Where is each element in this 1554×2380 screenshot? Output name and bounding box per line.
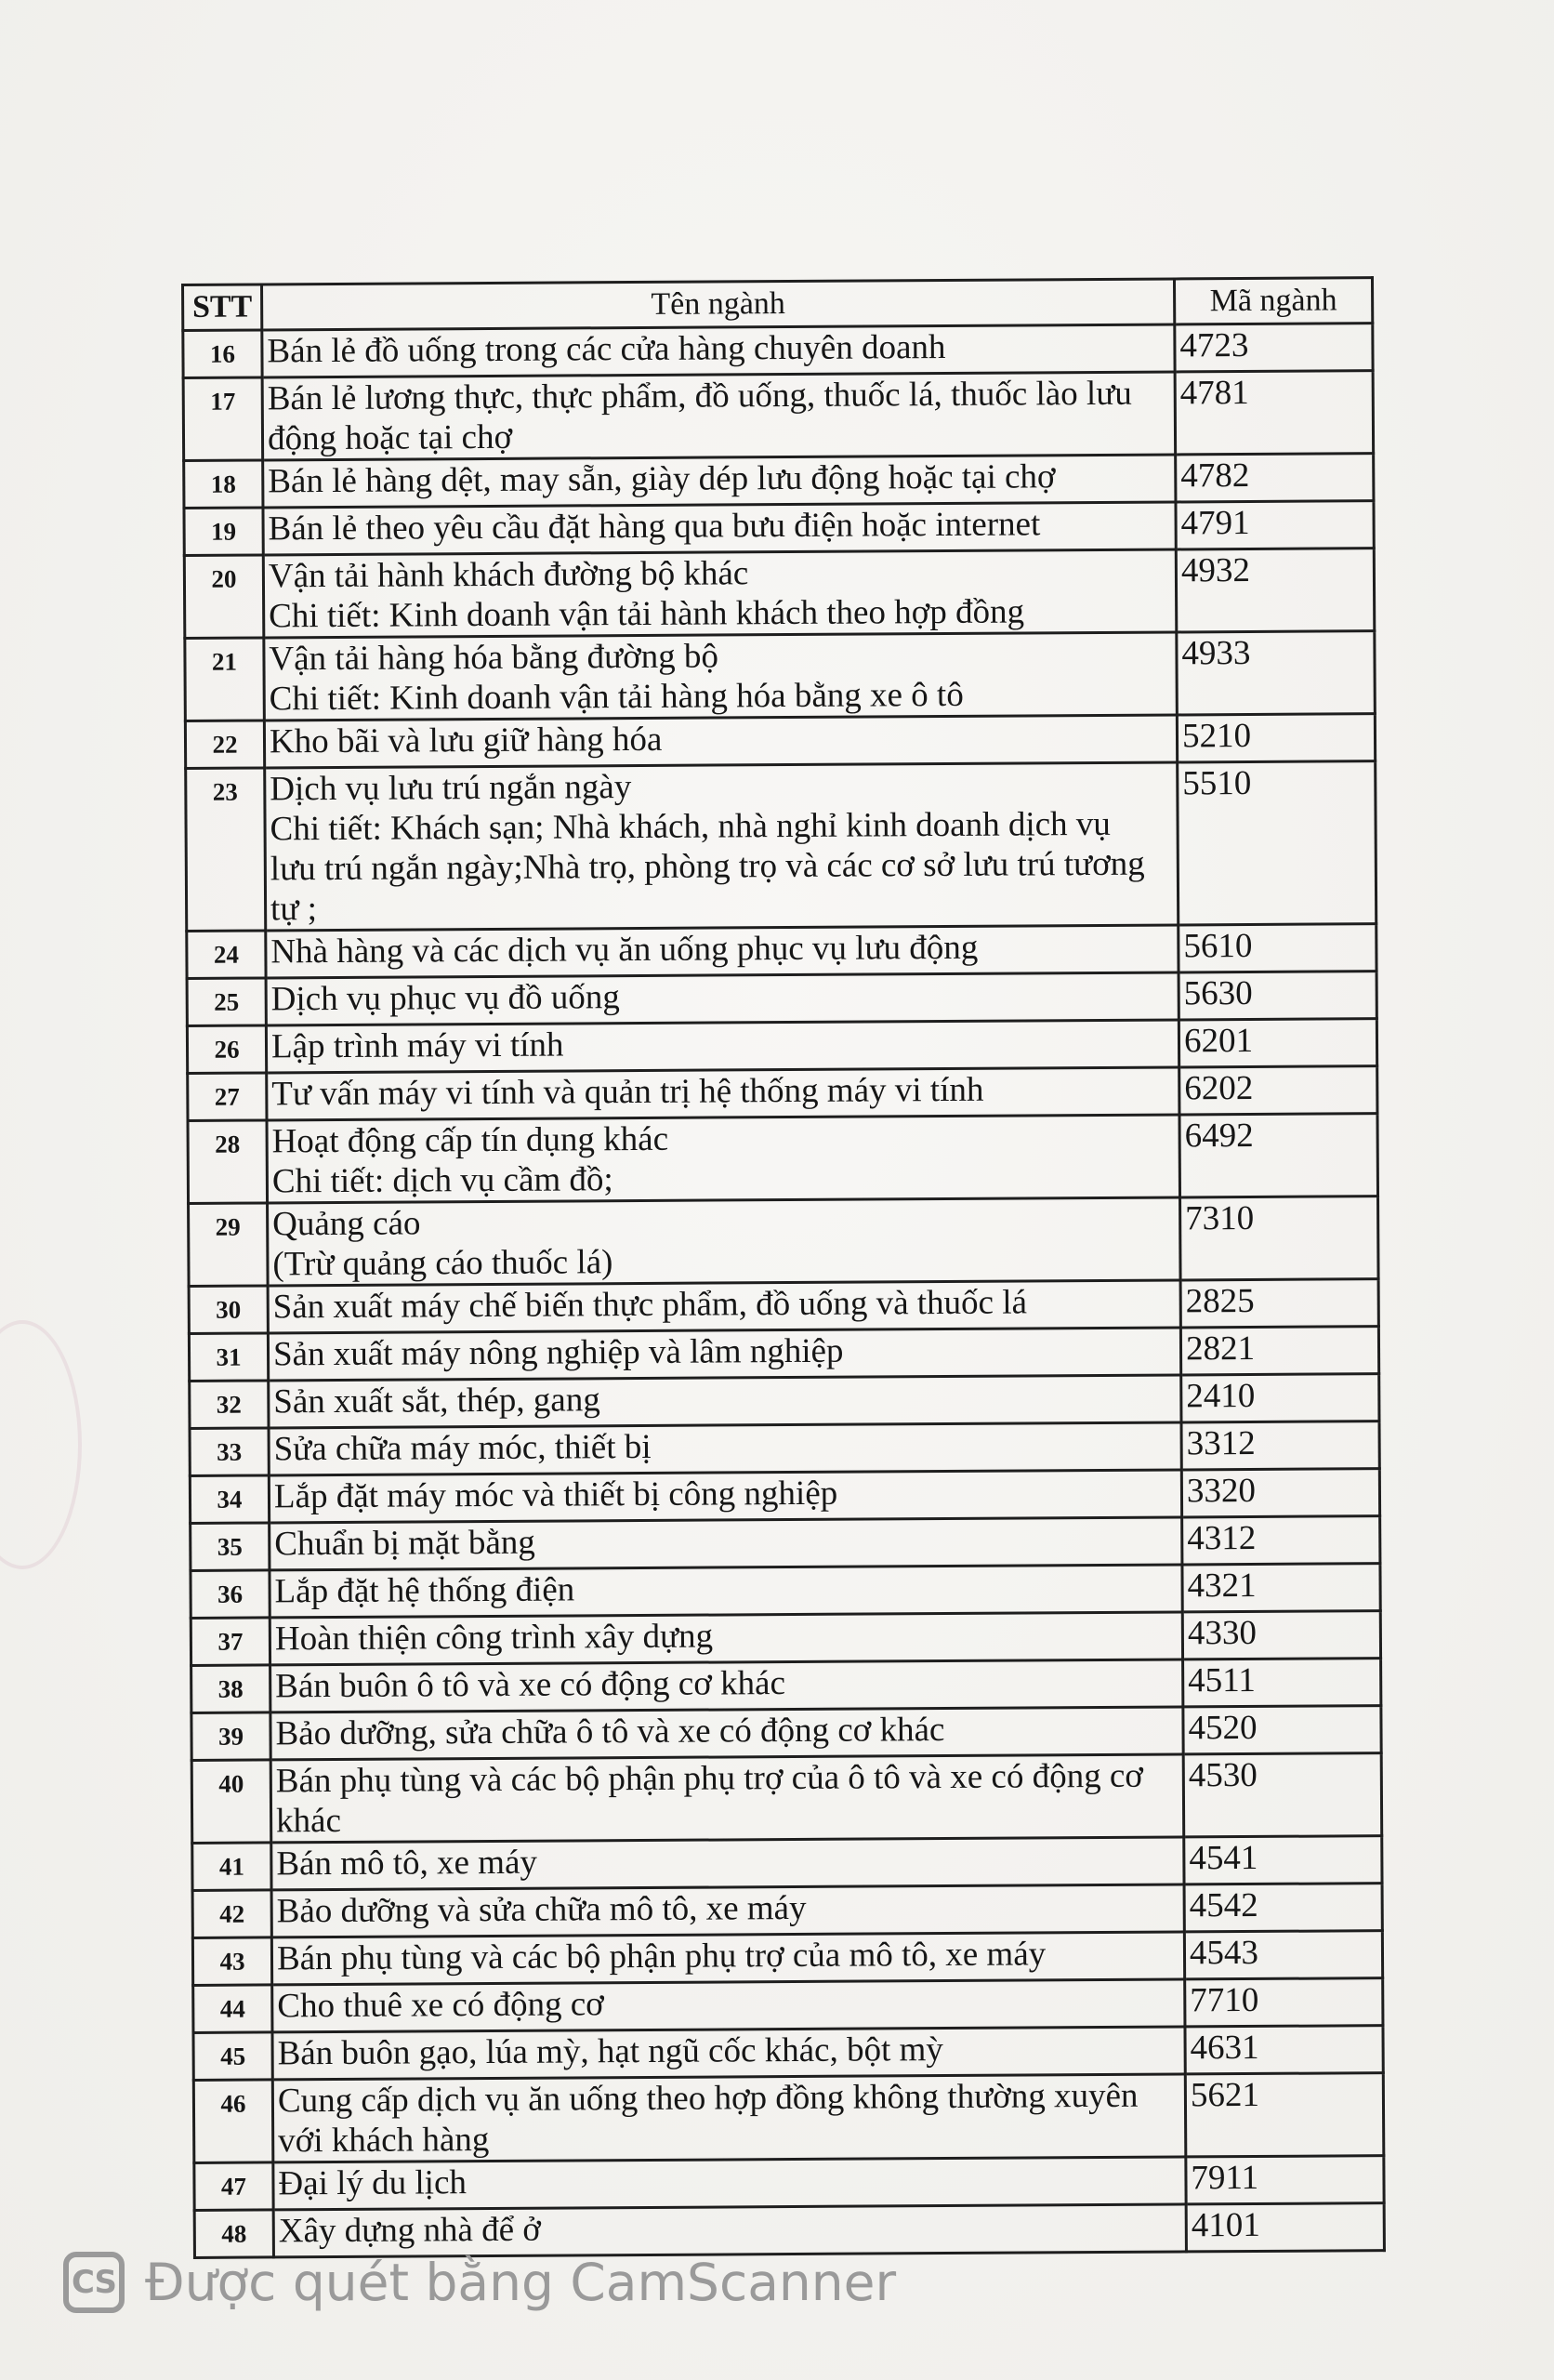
- row-stt: 36: [191, 1570, 270, 1619]
- row-name: [269, 1375, 1181, 1428]
- row-name-line: Quảng cáo: [272, 1204, 421, 1244]
- row-name: [266, 925, 1179, 978]
- table-row: [190, 1469, 1379, 1524]
- table-row: [193, 2073, 1384, 2163]
- row-name: [265, 762, 1179, 931]
- row-stt: 21: [185, 638, 265, 721]
- row-stt: 20: [184, 555, 264, 639]
- row-code: 4933: [1177, 631, 1376, 715]
- row-code: 5630: [1179, 972, 1376, 1020]
- table-row: [192, 1884, 1382, 1938]
- row-stt: 37: [191, 1618, 270, 1666]
- row-name-line: Sản xuất máy chế biến thực phẩm, đồ uống và thuốc lá: [272, 1283, 1028, 1327]
- row-name: [269, 1470, 1181, 1523]
- row-name-line: Chi tiết: dịch vụ cầm đồ;: [271, 1160, 613, 1201]
- row-name-line: Cung cấp dịch vụ ăn uống theo hợp đồng không thường xuyên: [277, 2076, 1139, 2121]
- table-row: [188, 1066, 1377, 1121]
- table-row: [193, 1978, 1383, 2033]
- table-row: [191, 1611, 1380, 1666]
- table-row: [191, 1564, 1380, 1619]
- table-row: [189, 1327, 1378, 1382]
- row-code: 7710: [1185, 1978, 1383, 2027]
- row-stt: 47: [194, 2162, 273, 2211]
- row-name: [264, 632, 1178, 721]
- row-code: 3320: [1181, 1469, 1379, 1517]
- row-code: 4312: [1182, 1516, 1380, 1565]
- row-name: [262, 324, 1175, 377]
- row-name-line: Bán mô tô, xe máy: [276, 1843, 538, 1884]
- row-name: [270, 1707, 1183, 1760]
- row-code: 3312: [1181, 1421, 1379, 1470]
- table-row: [191, 1753, 1382, 1844]
- row-name-line: Kho bãi và lưu giữ hàng hóa: [269, 720, 663, 761]
- row-code: 6202: [1179, 1066, 1377, 1115]
- table-row: [185, 714, 1375, 769]
- row-name-line: lưu trú ngắn ngày;Nhà trọ, phòng trọ và các cơ sở lưu trú tương: [270, 844, 1145, 889]
- table-row: [190, 1374, 1379, 1429]
- row-stt: 32: [190, 1381, 269, 1429]
- row-name-line: Bán lẻ hàng dệt, may sẵn, giày dép lưu động hoặc tại chợ: [268, 457, 1056, 501]
- row-code: 2821: [1180, 1327, 1378, 1375]
- row-name-line: Sửa chữa máy móc, thiết bị: [273, 1427, 652, 1469]
- table-row: [192, 1836, 1382, 1891]
- table-row: [189, 1279, 1378, 1334]
- row-name: [266, 1020, 1179, 1073]
- row-stt: 19: [184, 508, 263, 556]
- row-name-line: Chuẩn bị mặt bằng: [274, 1523, 535, 1564]
- row-name-line: Bán phụ tùng và các bộ phận phụ trợ của ô tô và xe có động cơ: [275, 1756, 1143, 1801]
- row-name: [270, 1659, 1183, 1712]
- row-stt: 16: [183, 330, 262, 378]
- row-name: [272, 2074, 1186, 2162]
- row-code: 6201: [1179, 1019, 1376, 1067]
- row-code: 4511: [1183, 1659, 1381, 1707]
- row-name-line: Đại lý du lịch: [278, 2163, 468, 2203]
- row-name-line: khác: [275, 1801, 342, 1841]
- row-name: [263, 549, 1177, 638]
- row-stt: 18: [184, 460, 263, 509]
- row-name-line: Vận tải hành khách đường bộ khác: [268, 554, 749, 596]
- row-name: [267, 1115, 1180, 1203]
- table-body: [183, 324, 1385, 2258]
- row-code: 4530: [1183, 1753, 1382, 1837]
- row-name-line: (Trừ quảng cáo thuốc lá): [272, 1243, 613, 1284]
- table-row: [187, 972, 1376, 1026]
- table-row: [193, 2026, 1383, 2081]
- row-code: 5621: [1185, 2073, 1384, 2157]
- row-stt: 43: [192, 1937, 271, 1986]
- row-stt: 28: [188, 1120, 268, 1204]
- row-name-line: Bán lẻ theo yêu cầu đặt hàng qua bưu điện hoặc internet: [268, 505, 1041, 549]
- header-code: Mã ngành: [1174, 278, 1372, 324]
- row-name-line: tự ;: [270, 890, 318, 929]
- row-name-line: Bán buôn gạo, lúa mỳ, hạt ngũ cốc khác, bột mỳ: [277, 2030, 943, 2073]
- watermark-text: Được quét bằng CamScanner: [145, 2253, 897, 2312]
- row-name: [263, 502, 1176, 555]
- table-row: [184, 454, 1374, 509]
- row-name-line: Hoạt động cấp tín dụng khác: [271, 1119, 669, 1161]
- row-stt: 46: [193, 2080, 273, 2163]
- table-row: [194, 2156, 1384, 2211]
- row-name-line: Sản xuất sắt, thép, gang: [273, 1381, 600, 1421]
- row-name-line: Lắp đặt hệ thống điện: [274, 1570, 575, 1611]
- row-stt: 22: [185, 721, 264, 769]
- row-stt: 31: [189, 1333, 268, 1382]
- table-row: [189, 1197, 1379, 1287]
- row-code: 2410: [1181, 1374, 1379, 1422]
- row-code: 5210: [1177, 714, 1375, 762]
- table-row: [183, 371, 1374, 461]
- row-code: 4631: [1185, 2026, 1383, 2074]
- row-stt: 26: [187, 1025, 266, 1074]
- row-name: [271, 1837, 1184, 1890]
- row-name-line: Dịch vụ phục vụ đồ uống: [270, 978, 620, 1019]
- table-row: [183, 324, 1373, 378]
- row-code: 4543: [1184, 1931, 1382, 1979]
- row-code: 5610: [1179, 924, 1376, 972]
- row-code: 4781: [1175, 371, 1374, 455]
- header-stt: STT: [183, 284, 262, 331]
- row-name: [263, 455, 1176, 508]
- row-name-line: Bán buôn ô tô và xe có động cơ khác: [275, 1664, 786, 1706]
- table-row: [184, 549, 1375, 639]
- row-code: 4101: [1186, 2203, 1384, 2252]
- row-name: [269, 1422, 1181, 1475]
- row-code: 4321: [1182, 1564, 1380, 1612]
- row-name-line: Chi tiết: Khách sạn; Nhà khách, nhà nghỉ kinh doanh dịch vụ: [270, 804, 1111, 849]
- row-stt: 30: [189, 1286, 268, 1334]
- row-name-line: Tư vấn máy vi tính và quản trị hệ thống máy vi tính: [271, 1070, 984, 1114]
- row-name: [264, 715, 1177, 768]
- row-name-line: Lắp đặt máy móc và thiết bị công nghiệp: [273, 1474, 838, 1516]
- row-stt: 34: [190, 1475, 269, 1524]
- row-name: [271, 1932, 1184, 1985]
- row-code: 5510: [1178, 761, 1376, 925]
- row-code: 2825: [1180, 1279, 1378, 1328]
- row-name: [270, 1565, 1182, 1618]
- row-name-line: Xây dựng nhà để ở: [278, 2210, 542, 2251]
- row-code: 4932: [1176, 549, 1375, 632]
- row-stt: 48: [194, 2210, 273, 2258]
- row-name: [266, 972, 1179, 1025]
- row-name-line: Bán phụ tùng và các bộ phận phụ trợ của mô tô, xe máy: [276, 1935, 1047, 1978]
- row-code: 6492: [1179, 1114, 1378, 1197]
- table-row: [191, 1659, 1381, 1713]
- row-name: [268, 1328, 1180, 1381]
- table-row: [186, 761, 1376, 932]
- row-stt: 33: [190, 1428, 269, 1476]
- table-row: [191, 1706, 1381, 1761]
- row-stt: 23: [186, 768, 266, 932]
- row-name-line: Cho thuê xe có động cơ: [277, 1985, 604, 2026]
- row-name-line: với khách hàng: [278, 2121, 490, 2161]
- row-stt: 24: [187, 931, 266, 979]
- row-name-line: Lập trình máy vi tính: [270, 1025, 564, 1066]
- row-stt: 38: [191, 1665, 270, 1713]
- business-lines-table: [181, 276, 1386, 2259]
- row-stt: 29: [189, 1203, 269, 1287]
- table-row: [184, 501, 1374, 556]
- row-name-line: Bảo dưỡng, sửa chữa ô tô và xe có động cơ khác: [275, 1711, 945, 1753]
- row-name-line: Chi tiết: Kinh doanh vận tải hành khách theo hợp đồng: [269, 592, 1025, 636]
- header-name: Tên ngành: [262, 279, 1175, 330]
- row-code: 7911: [1186, 2156, 1384, 2204]
- row-name: [273, 2157, 1186, 2210]
- row-name: [267, 1067, 1179, 1120]
- row-name-line: Bảo dưỡng và sửa chữa mô tô, xe máy: [276, 1888, 807, 1931]
- row-name-line: động hoặc tại chợ: [267, 417, 513, 458]
- row-code: 4782: [1176, 454, 1374, 502]
- table-row: [188, 1114, 1378, 1204]
- row-name-line: Dịch vụ lưu trú ngắn ngày: [270, 768, 632, 809]
- row-stt: 17: [183, 377, 263, 461]
- row-code: 4330: [1182, 1611, 1380, 1659]
- row-name: [271, 1884, 1184, 1937]
- row-code: 4723: [1175, 324, 1373, 372]
- row-stt: 39: [191, 1712, 270, 1761]
- row-name: [272, 2027, 1185, 2080]
- row-name-line: Sản xuất máy nông nghiệp và lâm nghiệp: [272, 1331, 844, 1374]
- row-name-line: Hoàn thiện công trình xây dựng: [274, 1617, 714, 1659]
- row-stt: 41: [192, 1843, 271, 1891]
- row-stt: 40: [191, 1760, 271, 1844]
- row-name: [270, 1612, 1182, 1665]
- row-stt: 42: [192, 1890, 271, 1938]
- row-stt: 45: [193, 2032, 272, 2081]
- row-name-line: Chi tiết: Kinh doanh vận tải hàng hóa bằng xe ô tô: [269, 675, 964, 719]
- table-row: [187, 1019, 1376, 1074]
- row-name-line: Bán lẻ đồ uống trong các cửa hàng chuyên doanh: [267, 327, 946, 371]
- camscanner-logo-icon: CS: [63, 2252, 125, 2313]
- row-name: [268, 1197, 1181, 1286]
- row-name: [262, 372, 1176, 460]
- table-row: [185, 631, 1376, 721]
- row-code: 4520: [1183, 1706, 1381, 1754]
- row-name: [270, 1517, 1182, 1570]
- row-name: [270, 1754, 1184, 1843]
- row-stt: 44: [193, 1985, 272, 2033]
- table-row: [191, 1516, 1380, 1571]
- row-stt: 25: [187, 978, 266, 1026]
- camscanner-watermark: [63, 2250, 896, 2315]
- row-code: 7310: [1180, 1197, 1379, 1280]
- row-name-line: Nhà hàng và các dịch vụ ăn uống phục vụ lưu động: [270, 928, 979, 972]
- table-row: [192, 1931, 1382, 1986]
- row-name: [272, 1979, 1185, 2032]
- table-header-row: [183, 278, 1373, 331]
- table-row: [190, 1421, 1379, 1476]
- table-row: [187, 924, 1376, 979]
- row-name: [268, 1280, 1180, 1333]
- row-code: 4542: [1184, 1884, 1382, 1932]
- row-name-line: Bán lẻ lương thực, thực phẩm, đồ uống, thuốc lá, thuốc lào lưu: [267, 374, 1132, 418]
- row-code: 4791: [1176, 501, 1374, 549]
- row-code: 4541: [1184, 1836, 1382, 1884]
- row-stt: 27: [188, 1073, 267, 1121]
- row-stt: 35: [191, 1523, 270, 1571]
- row-name-line: Vận tải hàng hóa bằng đường bộ: [269, 637, 719, 679]
